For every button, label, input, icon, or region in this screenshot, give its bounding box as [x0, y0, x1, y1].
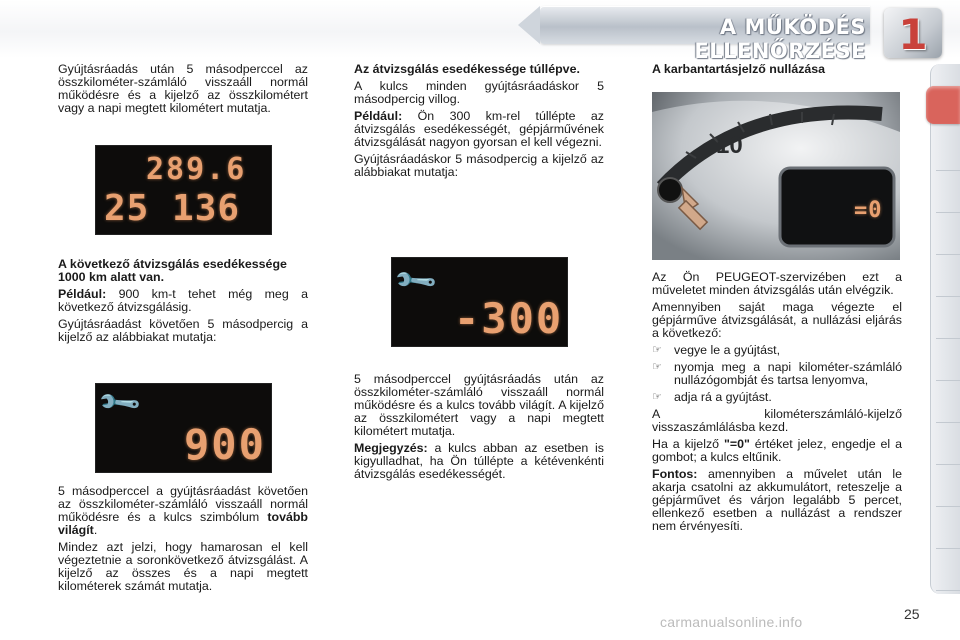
column-2-lower [354, 373, 604, 485]
col3-text1: Az Ön PEUGEOT-szervizében ezt a műveletet minden átvizsgálás után elvégzik. [652, 270, 902, 297]
reset-step-1-text: vegye le a gyújtást, [674, 343, 781, 357]
col1-heading: A következő átvizsgálás esedékessége 1000 km alatt van. [58, 257, 287, 284]
col2-note-text: a kulcs abban az esetben is kigyulladhat, ha Ön túllépte a kétévenkénti átvizsgálás esedékességét. [354, 441, 604, 481]
total-distance-readout: 25 136 [104, 188, 241, 229]
col2-after-text: 5 másodperccel gyújtásráadás után az összkilométer-számláló visszaáll normál működésre és a kulcs tovább világít. A kijelző az összkilométert vagy a napi megtett kilométert mutatja. [354, 372, 604, 438]
col1-example-label: Például: [58, 287, 107, 301]
col3-text4-post: értéket jelez, engedje el a gombot; a kulcs eltűnik. [652, 437, 902, 464]
reset-step-3-text: adja rá a gyújtást. [674, 390, 772, 404]
overdue-distance-readout: -300 [454, 294, 564, 343]
col1-example-text: 900 km-t tehet még meg a következő átvizsgálásig. [58, 287, 308, 314]
col3-text2: Amennyiben saját maga végezte el gépjárműve átvizsgálását, a nullázási eljárás a következő: [652, 300, 902, 340]
reset-step-3 [652, 391, 902, 404]
chapter-tab-8[interactable] [936, 392, 960, 423]
odometer-display-normal [96, 146, 271, 234]
page-number: 25 [904, 606, 920, 622]
col3-text4 [652, 438, 902, 464]
column-1-lower [58, 258, 308, 348]
pointing-hand-icon: ☞ [652, 344, 662, 356]
reset-step-2-text: nyomja meg a napi kilométer-számláló nullázógombját és tartsa lenyomva, [674, 360, 902, 387]
col2-example [354, 110, 604, 149]
chapter-tab-9[interactable] [936, 434, 960, 465]
column-2 [354, 63, 604, 183]
column-3-heading-block [652, 63, 902, 80]
chapter-number: 1 [898, 10, 928, 59]
chapter-tab-6[interactable] [936, 308, 960, 339]
remaining-distance-readout: 900 [184, 420, 266, 469]
chapter-tab-2[interactable] [936, 140, 960, 171]
gauge-zero-readout: =0 [854, 198, 883, 223]
chapter-tab-active[interactable] [926, 86, 960, 124]
col2-note-label: Megjegyzés: [354, 441, 428, 455]
odometer-display-due-soon [96, 379, 271, 472]
col2-display-text: Gyújtásráadáskor 5 másodpercig a kijelző az alábbiakat mutatja: [354, 152, 604, 179]
col2-example-text: Ön 300 km-rel túllépte az átvizsgálás esedékességét, gépjárművének átvizsgálását nagyon gyorsan el kell végezni. [354, 109, 604, 149]
wrench-icon: 🔧 [96, 379, 143, 426]
col3-important-label: Fontos: [652, 467, 698, 481]
instrument-cluster-photo [652, 92, 900, 260]
reset-steps-list [652, 344, 902, 404]
pointing-hand-icon: ☞ [652, 361, 662, 373]
col3-important-text: amennyiben a művelet után le akarja csatolni az akkumulátort, reteszelje a gépjárművet és várjon legalább 5 percet, ellenkező esetben a nullázást a rendszer nem érvényesíti. [652, 467, 902, 533]
chapter-tab-5[interactable] [936, 266, 960, 297]
col3-heading: A karbantartásjelző nullázása [652, 62, 826, 76]
col2-note [354, 442, 604, 481]
col3-text4-bold: "=0" [723, 437, 750, 451]
pointing-hand-icon: ☞ [652, 391, 662, 403]
watermark: carmanualsonline.info [660, 614, 803, 630]
col1-after-bold: tovább világít [58, 510, 308, 537]
chapter-tab-10[interactable] [936, 476, 960, 507]
page-title: A MŰKÖDÉS ELLENŐRZÉSE [694, 15, 866, 63]
chapter-badge [884, 8, 942, 58]
col1-after-pre: 5 másodperccel a gyújtásráadást követően az összkilométer-számláló visszaáll normál működésre és a kulcs szimbólum [58, 484, 308, 524]
column-1 [58, 63, 308, 119]
col1-after-text [58, 485, 308, 537]
column-3 [652, 271, 902, 537]
reset-step-1 [652, 344, 902, 357]
chapter-tab-11[interactable] [936, 518, 960, 549]
col1-final-text: Mindez azt jelzi, hogy hamarosan el kell végeztetnie a soronkövetkező átvizsgálást. A kijelző az összes és a napi megtett kilométerek számát mutatja. [58, 540, 308, 593]
col3-important [652, 468, 902, 533]
wrench-icon-flashing: 🔧 [392, 257, 439, 304]
chapter-tab-7[interactable] [936, 350, 960, 381]
reset-step-2 [652, 361, 902, 387]
trip-distance-readout: 289.6 [146, 152, 247, 187]
chapter-tab-12[interactable] [936, 560, 960, 591]
odometer-display-overdue [392, 258, 567, 346]
instrument-cluster-illustration [652, 92, 900, 260]
chapter-tab-3[interactable] [936, 182, 960, 213]
col2-heading: Az átvizsgálás esedékessége túllépve. [354, 62, 580, 76]
col1-after-post: . [93, 523, 98, 537]
col3-text4-pre: Ha a kijelző [652, 437, 724, 451]
col1-display-text: Gyújtásráadást követően 5 másodpercig a kijelző az alábbiakat mutatja: [58, 317, 308, 344]
col1-intro: Gyújtásráadás után 5 másodperccel az összkilométer-számláló visszaáll normál működésre és a kijelző az összkilométert vagy a napi megtett kilométert mutatja. [58, 62, 308, 115]
col2-example-label: Például: [354, 109, 403, 123]
col3-text3: A kilométerszámláló-kijelző visszaszámlálásba kezd. [652, 407, 902, 434]
chapter-tab-4[interactable] [936, 224, 960, 255]
col1-example [58, 288, 308, 314]
col2-text1: A kulcs minden gyújtásráadáskor 5 másodpercig villog. [354, 79, 604, 106]
speedometer-dial-label: 10 [716, 132, 743, 159]
column-1-bottom [58, 485, 308, 597]
